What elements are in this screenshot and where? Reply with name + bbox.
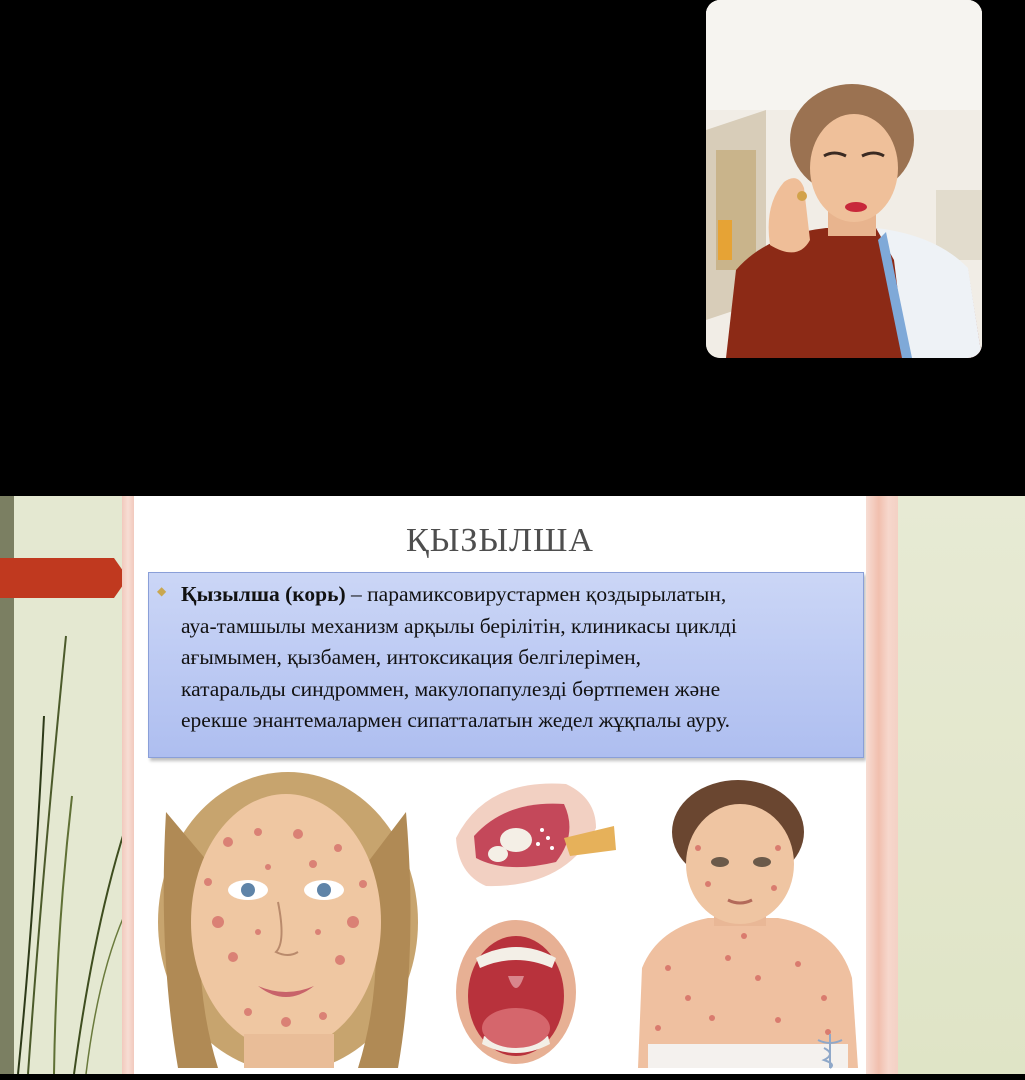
- definition-text: [181, 579, 851, 737]
- definition-line-5: ерекше энантемалармен сипатталатын жедел жұқпалы ауру.: [181, 708, 731, 732]
- slide-right-panel: [898, 496, 1025, 1074]
- definition-line-2: ауа-тамшылы механизм арқылы берілітін, клиникасы циклді: [181, 613, 737, 638]
- slide-title: ҚЫЗЫЛША: [406, 522, 594, 559]
- participant-video: [706, 0, 982, 358]
- definition-line-1: [181, 579, 851, 611]
- slide-content: [134, 496, 866, 1074]
- slide-border-right: [866, 496, 898, 1074]
- bullet-icon: ◆: [157, 584, 167, 598]
- definition-line-3: ағымымен, қызбамен, интоксикация белгілерімен,: [181, 645, 642, 669]
- definition-line-1-rest: – парамиксовирустармен қоздырылатын,: [345, 582, 727, 606]
- girl-rash-illustration: [148, 772, 424, 1068]
- participant-video-tile[interactable]: [706, 0, 982, 358]
- boy-rash-illustration: [628, 768, 862, 1068]
- caduceus-icon: [810, 1030, 850, 1070]
- open-mouth-illustration: [452, 916, 580, 1068]
- definition-box: [148, 572, 864, 758]
- definition-term: Қызылша (корь): [181, 582, 346, 606]
- red-arrow-marker: [0, 558, 128, 598]
- presentation-slide: [0, 496, 1025, 1074]
- definition-line-4: катаральды синдроммен, макулопапулезді бөртпемен және: [181, 676, 721, 701]
- bottom-bar: [0, 1074, 1025, 1080]
- slide-border-left: [122, 496, 134, 1074]
- koplik-spots-illustration: [446, 778, 618, 896]
